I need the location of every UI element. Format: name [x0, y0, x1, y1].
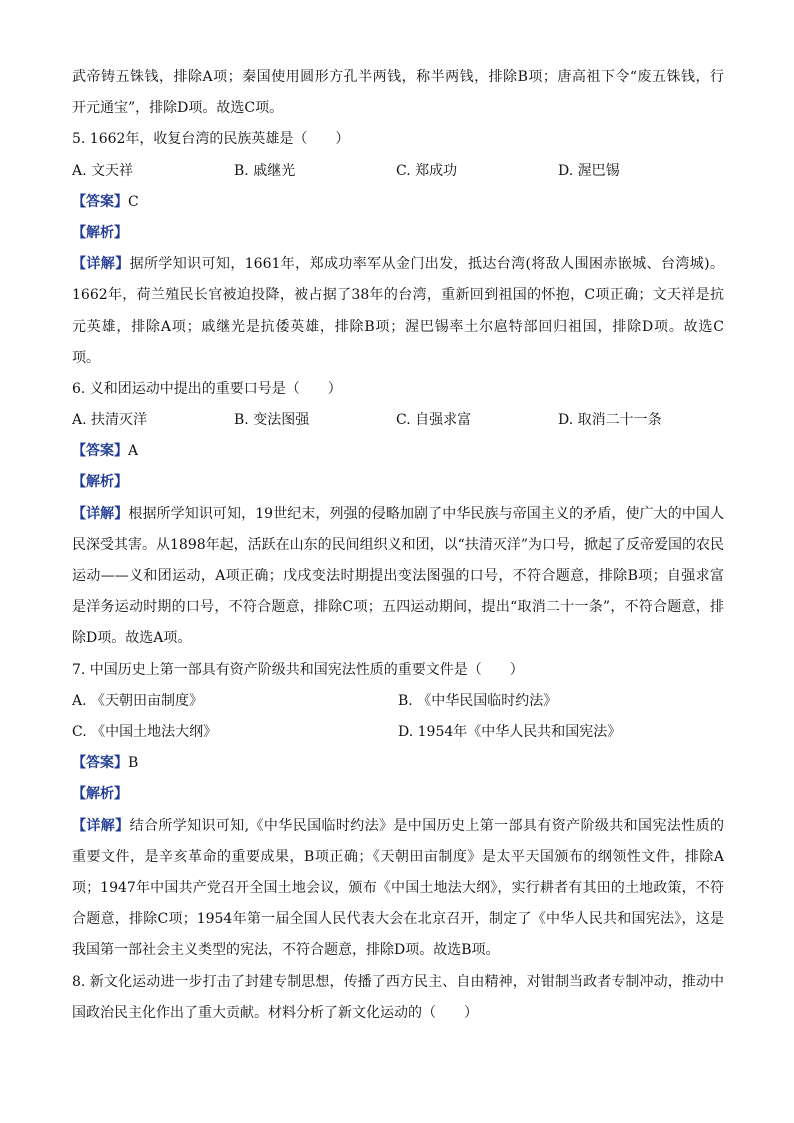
answer-label: 【答案】	[72, 755, 128, 772]
answer-value: B	[128, 755, 139, 772]
answer-line	[72, 748, 724, 779]
text-line: 重要文件，是辛亥革命的重要成果，B项正确；《天朝田亩制度》是太平天国颁布的纲领性文件，排除A	[72, 848, 724, 865]
option-c: C. 郑成功	[396, 162, 458, 179]
text-line: 除D项。故选A项。	[72, 630, 192, 647]
detail-label: 【详解】	[72, 505, 129, 522]
text-line: 民深受其害。从1898年起，活跃在山东的民间组织义和团，以“扶清灭洋”为口号，掀起了反帝爱国的农民	[72, 536, 724, 553]
text-line: 武帝铸五铢钱，排除A项；秦国使用圆形方孔半两钱，称半两钱，排除B项；唐高祖下令“废五铢钱，行	[72, 69, 724, 85]
text-line: 运动——义和团运动，A项正确；戊戌变法时期提出变法图强的口号，不符合题意，排除B项；自强求富	[72, 568, 724, 585]
option-c: C. 《中国土地法大纲》	[72, 723, 218, 740]
text-line: 是洋务运动时期的口号，不符合题意，排除C项；五四运动期间，提出“取消二十一条”，不符合题意，排	[72, 599, 724, 616]
detail-paragraph	[72, 249, 724, 374]
answer-value: A	[128, 443, 139, 460]
page-content	[72, 62, 724, 1029]
answer-value: C	[128, 193, 139, 210]
detail-label: 【详解】	[72, 817, 130, 834]
text-line: 【详解】根据所学知识可知，19世纪末，列强的侵略加剧了中华民族与帝国主义的矛盾，使广大的中国人	[72, 505, 724, 522]
question-stem: 8. 新文化运动进一步打击了封建专制思想，传播了西方民主、自由精神，对钳制当政者专制冲动，推动中	[72, 973, 724, 990]
analysis-line	[72, 779, 724, 810]
text-line: 【详解】据所学知识可知，1661年，郑成功率军从金门出发，抵达台湾(将敌人围困赤嵌城、台湾城)。	[72, 256, 724, 273]
answer-line	[72, 187, 724, 218]
text-line: 我国第一部社会主义类型的宪法，不符合题意，排除D项。故选B项。	[72, 942, 500, 959]
analysis-line	[72, 218, 724, 249]
option-d: D. 取消二十一条	[558, 412, 662, 429]
option-b: B. 戚继光	[234, 162, 296, 179]
option-a: A. 扶清灭洋	[72, 412, 148, 429]
detail-paragraph	[72, 811, 724, 967]
question-5	[72, 124, 724, 374]
options-list	[72, 405, 724, 436]
analysis-label: 【解析】	[72, 474, 128, 491]
text-line: 元英雄，排除A项；戚继光是抗倭英雄，排除B项；渥巴锡率土尔扈特部回归祖国，排除D项。故选C	[72, 318, 724, 335]
previous-answer-continuation	[72, 62, 724, 124]
question-8	[72, 967, 724, 1029]
text-line: 开元通宝”，排除D项。故选C项。	[72, 100, 284, 117]
analysis-label: 【解析】	[72, 786, 128, 803]
text-line: 【详解】结合所学知识可知,《中华民国临时约法》是中国历史上第一部具有资产阶级共和国宪法性质的	[72, 817, 724, 834]
question-stem: 7. 中国历史上第一部具有资产阶级共和国宪法性质的重要文件是（ ）	[72, 661, 524, 678]
text-line: 项。	[72, 349, 100, 366]
answer-label: 【答案】	[72, 443, 128, 460]
answer-line	[72, 436, 724, 467]
option-b: B. 《中华民国临时约法》	[398, 692, 558, 709]
analysis-label: 【解析】	[72, 224, 128, 241]
option-d: D. 渥巴锡	[558, 162, 620, 179]
options-list	[72, 156, 724, 187]
option-d: D. 1954年《中华人民共和国宪法》	[398, 723, 622, 740]
option-c: C. 自强求富	[396, 412, 472, 429]
question-6	[72, 374, 724, 655]
text-line: 合题意，排除C项；1954年第一届全国人民代表大会在北京召开，制定了《中华人民共和国宪法》，这是	[72, 911, 724, 928]
question-stem: 国政治民主化作出了重大贡献。材料分析了新文化运动的（ ）	[72, 1004, 478, 1021]
analysis-line	[72, 467, 724, 498]
option-b: B. 变法图强	[234, 412, 310, 429]
question-stem: 6. 义和团运动中提出的重要口号是（ ）	[72, 380, 342, 397]
detail-label: 【详解】	[72, 256, 130, 273]
text-line: 1662年，荷兰殖民长官被迫投降，被占据了38年的台湾，重新回到祖国的怀抱，C项正确；文天祥是抗	[72, 287, 724, 304]
question-stem: 5. 1662年，收复台湾的民族英雄是（ ）	[72, 131, 350, 148]
question-7	[72, 655, 724, 967]
option-a: A. 文天祥	[72, 162, 134, 179]
detail-paragraph	[72, 499, 724, 655]
answer-label: 【答案】	[72, 193, 128, 210]
text-line: 项；1947年中国共产党召开全国土地会议，颁布《中国土地法大纲》，实行耕者有其田的土地政策，不符	[72, 879, 724, 896]
options-list	[72, 686, 724, 748]
option-a: A. 《天朝田亩制度》	[72, 692, 204, 709]
